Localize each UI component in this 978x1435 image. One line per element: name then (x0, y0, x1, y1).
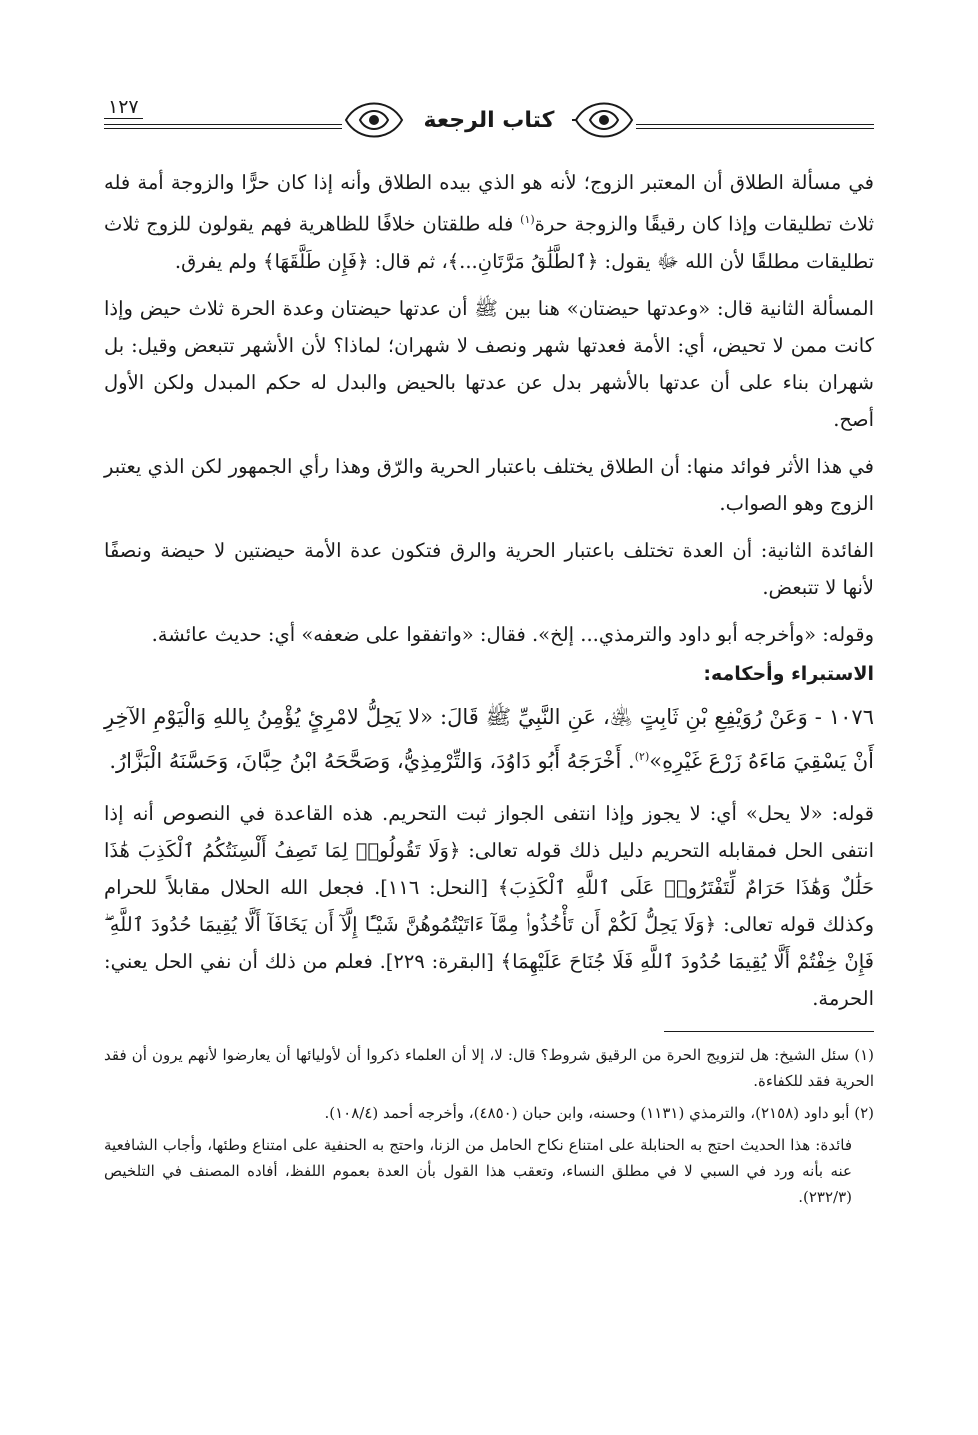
page-body (104, 164, 874, 1210)
running-title: كتاب الرجعة (406, 108, 573, 133)
book-page (104, 90, 874, 1390)
section-heading: الاستبراء وأحكامه: (703, 662, 874, 685)
footnote-ref[interactable]: (٢) (634, 749, 650, 763)
footnote-ref[interactable]: (١) (520, 213, 535, 226)
ornament-icon-left (342, 94, 406, 146)
paragraph: قوله: «لا يحل» أي: لا يجوز وإذا انتفى الجواز ثبت التحريم. هذه القاعدة في النصوص أنه إذا انتفى الحل فمقابله التحريم دليل ذلك قوله تعالى: ﴿وَلَا تَقُولُوا۟ لِمَا تَصِفُ أَلْسِنَتُكُمُ ٱلْكَذِبَ هَٰذَا حَلَٰلٌ وَهَٰذَا حَرَامٌ لِّتَفْتَرُوا۟ عَلَى ٱللَّهِ ٱلْكَذِبَ﴾ [النحل: ١١٦]. فجعل الله الحلال مقابلاً للحرام وكذلك قوله تعالى: ﴿وَلَا يَحِلُّ لَكُمْ أَن تَأْخُذُوا۟ مِمَّآ ءَاتَيْتُمُوهُنَّ شَيْـًٔا إِلَّآ أَن يَخَافَآ أَلَّا يُقِيمَا حُدُودَ ٱللَّهِ ۖ فَإِنْ خِفْتُمْ أَلَّا يُقِيمَا حُدُودَ ٱللَّهِ فَلَا جُنَاحَ عَلَيْهِمَا﴾ [البقرة: ٢٢٩]. فعلم من ذلك أن نفي الحل يعني: الحرمة. (104, 801, 874, 1010)
footnote-2-note: فائدة: هذا الحديث احتج به الحنابلة على امتناع نكاح الحامل من الزنا، واحتج به الحنفية على امتناع وطئها، وأجاب الشافعية عنه بأنه ورد في السبي لا في مطلق النساء، وتعقب هذا القول بأن العدة بعموم اللفظ، أفاده المصنف في التلخيص (٢٣٢/٣). (104, 1135, 852, 1206)
paragraph-text: في مسألة الطلاق أن المعتبر الزوج؛ لأنه هو الذي بيده الطلاق وأنه إذا كان حرًّا والزوجة أمة فله ثلاث تطليقات وإذا كان رقيقًا والزوجة حرة (104, 171, 875, 236)
paragraph: الفائدة الثانية: أن العدة تختلف باعتبار الحرية والرق فتكون عدة الأمة حيضتين لا حيضة ونصفًا لأنها لا تتبعض. (104, 538, 874, 599)
footnote-1: (١) سئل الشيخ: هل لتزويج الحرة من الرقيق شروط؟ قال: لا، إلا أن العلماء ذكروا أن لأوليائها أن يعارضوا لأنهم يرون أن فقد الحرية فقد للكفاءة. (104, 1045, 874, 1090)
page-number: ١٢٧ (104, 96, 143, 119)
footnote-2: (٢) أبو داود (٢١٥٨)، والترمذي (١١٣١) وحسنه، وابن حبان (٤٨٥٠)، وأخرجه أحمد (١٠٨/٤). (324, 1103, 874, 1122)
footnotes (104, 1042, 874, 1210)
page-header (104, 90, 874, 150)
footnote-separator (664, 1031, 874, 1032)
hadith-source: . أَخْرَجَهُ أَبُو دَاوُدَ، وَالتِّرْمِذِيُّ، وَصَحَّحَهُ ابْنُ حِبَّانَ، وَحَسَّنَهُ الْبَزَّارُ. (109, 748, 635, 773)
paragraph: المسألة الثانية قال: «وعدتها حيضتان» هنا بين ﷺ أن عدتها حيضتان وعدة الحرة ثلاث حيض وإذا كانت ممن لا تحيض، أي: الأمة فعدتها شهر ونصف لا شهران؛ لماذا؟ لأن الأشهر تتبعض وقيل: بل شهران بناء على أن عدتها بالأشهر بدل عن عدتها بالحيض والبدل له حكم المبدل ولكن الأول أصح. (104, 296, 874, 431)
paragraph-text: فله طلقتان خلافًا للظاهرية فهم يقولون للزوج ثلاث تطليقات مطلقًا لأن الله ﷻ يقول: ﴿ٱلطَّلَٰقُ مَرَّتَانِ...﴾، ثم قال: ﴿فَإِن طَلَّقَهَا﴾ ولم يفرق. (104, 212, 874, 273)
hadith-text (104, 697, 874, 781)
paragraph: وقوله: «وأخرجه أبو داود والترمذي... إلخ». فقال: «واتفقوا على ضعفه» أي: حديث عائشة. (151, 622, 874, 646)
ornament-icon-right (572, 94, 636, 146)
paragraph: في هذا الأثر فوائد منها: أن الطلاق يختلف باعتبار الحرية والرّق وهذا رأي الجمهور لكن الذي يعتبر الزوج وهو الصواب. (104, 454, 874, 515)
paragraph (104, 164, 874, 280)
hadith-body: ١٠٧٦ - وَعَنْ رُوَيْفِعِ بْنِ ثَابِتٍ ﵁، عَنِ النَّبِيِّ ﷺ قَالَ: «لا يَحِلُّ لامْرِئٍ يُؤْمِنُ بِاللهِ وَالْيَوْمِ الآخِرِ أَنْ يَسْقِيَ مَاءَهُ زَرْعَ غَيْرِهِ» (104, 704, 874, 773)
